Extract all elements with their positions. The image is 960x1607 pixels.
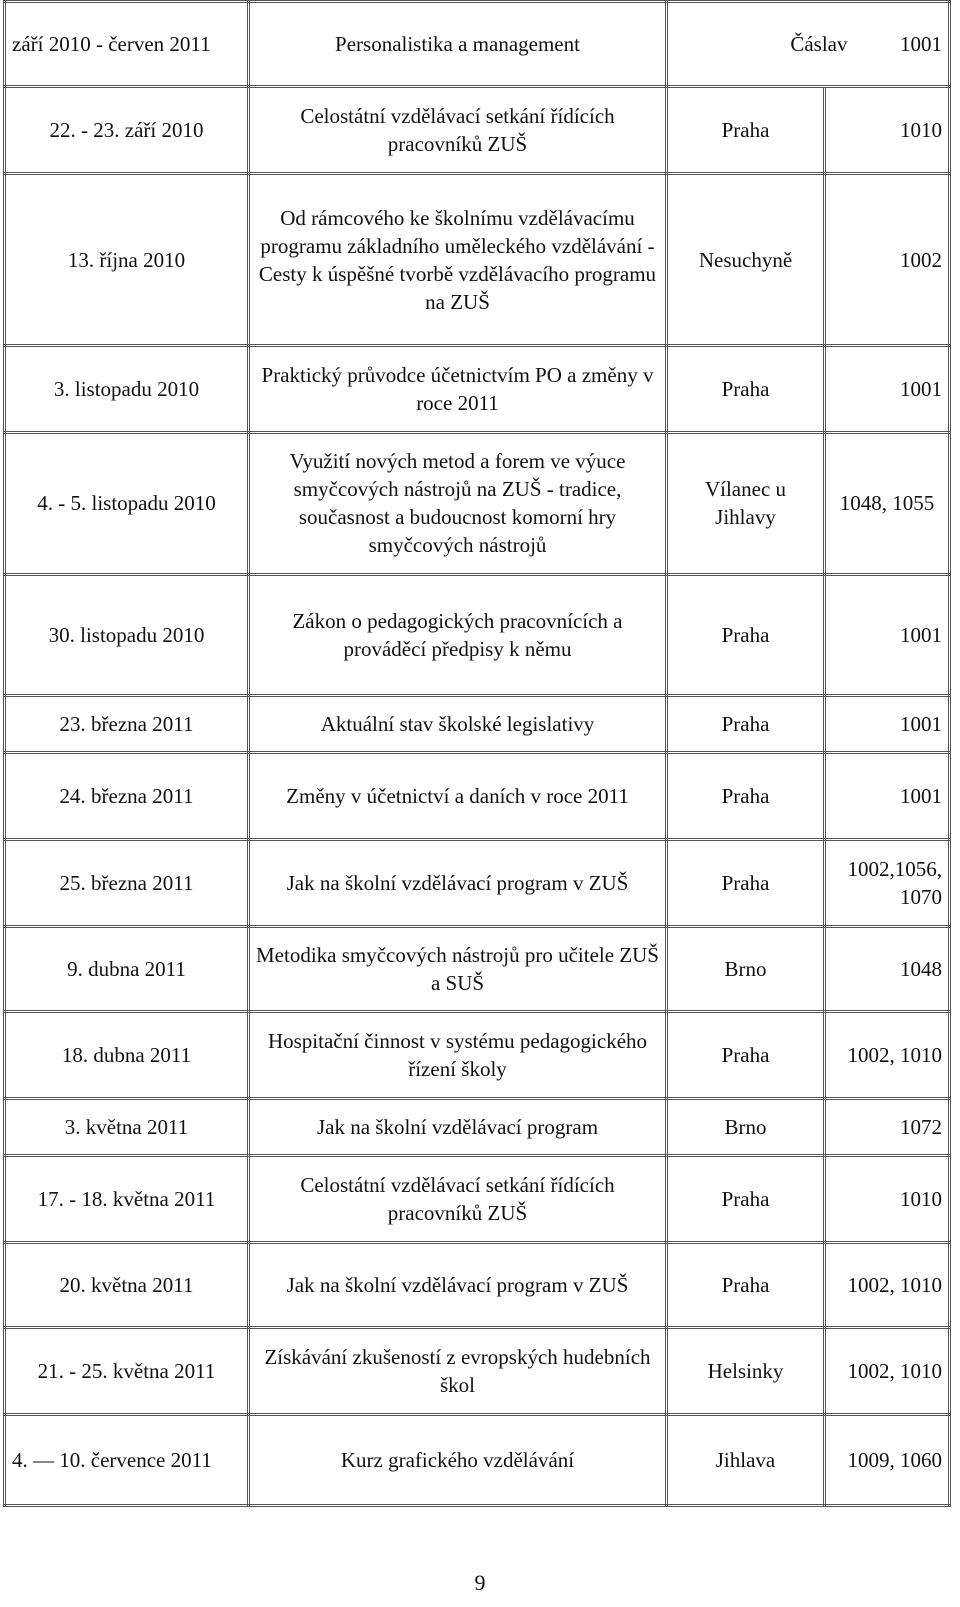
date-cell: 3. listopadu 2010 (5, 346, 249, 433)
course-name-cell: Využití nových metod a forem ve výuce smyčcových nástrojů na ZUŠ - tradice, současnost a budoucnost komorní hry smyčcových nástrojů (249, 433, 667, 575)
table-row (5, 752, 950, 839)
courses-table (3, 0, 951, 1507)
course-name-cell: Personalistika a management (249, 2, 667, 87)
table-row (5, 87, 950, 174)
table-row (5, 1414, 950, 1505)
table-row (5, 839, 950, 926)
place-cell: Praha (667, 696, 825, 753)
page-number: 9 (474, 1570, 486, 1595)
place-cell: Praha (667, 839, 825, 926)
course-name-cell: Jak na školní vzdělávací program v ZUŠ (249, 1242, 667, 1327)
table-row (5, 346, 950, 433)
code-cell: 1002, 1010 (825, 1327, 950, 1414)
course-name-cell: Praktický průvodce účetnictvím PO a změny v roce 2011 (249, 346, 667, 433)
date-cell: 4. — 10. července 2011 (5, 1414, 249, 1505)
code-cell: 1048 (825, 927, 950, 1012)
place-cell: Brno (667, 927, 825, 1012)
place-cell: Praha (667, 574, 825, 695)
code-cell: 1002, 1010 (825, 1242, 950, 1327)
date-cell: 30. listopadu 2010 (5, 574, 249, 695)
code-cell: 1001 (825, 752, 950, 839)
course-name-cell: Od rámcového ke školnímu vzdělávacímu programu základního uměleckého vzdělávání - Cesty k úspěšné tvorbě vzdělávacího programu na ZUŠ (249, 174, 667, 346)
code-cell: 1002,1056, 1070 (825, 839, 950, 926)
place-cell: Čáslav (790, 32, 848, 56)
code-cell: 1001 (825, 696, 950, 753)
date-cell: 17. - 18. května 2011 (5, 1155, 249, 1242)
place-cell: Praha (667, 1012, 825, 1099)
date-cell: 18. dubna 2011 (5, 1012, 249, 1099)
course-name-cell: Aktuální stav školské legislativy (249, 696, 667, 753)
table-row (5, 174, 950, 346)
place-cell: Jihlava (667, 1414, 825, 1505)
date-cell: 24. března 2011 (5, 752, 249, 839)
course-name-cell: Jak na školní vzdělávací program v ZUŠ (249, 839, 667, 926)
place-cell: Praha (667, 1155, 825, 1242)
date-cell: 23. března 2011 (5, 696, 249, 753)
date-cell: září 2010 - červen 2011 (5, 2, 249, 87)
place-cell: Vílanec u Jihlavy (667, 433, 825, 575)
date-cell: 4. - 5. listopadu 2010 (5, 433, 249, 575)
code-cell: 1002, 1010 (825, 1012, 950, 1099)
course-name-cell: Metodika smyčcových nástrojů pro učitele ZUŠ a SUŠ (249, 927, 667, 1012)
place-cell: Nesuchyně (667, 174, 825, 346)
code-cell: 1048, 1055 (825, 433, 950, 575)
date-cell: 9. dubna 2011 (5, 927, 249, 1012)
code-cell: 1001 (825, 574, 950, 695)
date-cell: 3. května 2011 (5, 1099, 249, 1156)
table-row (5, 927, 950, 1012)
course-name-cell: Získávání zkušeností z evropských hudebních škol (249, 1327, 667, 1414)
code-cell: 1001 (825, 346, 950, 433)
place-cell: Praha (667, 87, 825, 174)
place-cell: Praha (667, 1242, 825, 1327)
course-name-cell: Jak na školní vzdělávací program (249, 1099, 667, 1156)
code-cell: 1010 (825, 87, 950, 174)
place-code-cell (667, 2, 950, 87)
course-name-cell: Hospitační činnost v systému pedagogického řízení školy (249, 1012, 667, 1099)
place-cell: Helsinky (667, 1327, 825, 1414)
date-cell: 22. - 23. září 2010 (5, 87, 249, 174)
date-cell: 20. května 2011 (5, 1242, 249, 1327)
course-name-cell: Kurz grafického vzdělávání (249, 1414, 667, 1505)
date-cell: 21. - 25. května 2011 (5, 1327, 249, 1414)
table-row (5, 1327, 950, 1414)
table-row (5, 1099, 950, 1156)
table-row (5, 1012, 950, 1099)
course-name-cell: Zákon o pedagogických pracovnících a prováděcí předpisy k němu (249, 574, 667, 695)
course-name-cell: Změny v účetnictví a daních v roce 2011 (249, 752, 667, 839)
course-name-cell: Celostátní vzdělávací setkání řídících pracovníků ZUŠ (249, 87, 667, 174)
table-row (5, 433, 950, 575)
code-cell: 1072 (825, 1099, 950, 1156)
table-row (5, 2, 950, 87)
place-cell: Brno (667, 1099, 825, 1156)
place-cell: Praha (667, 752, 825, 839)
table-row (5, 696, 950, 753)
code-cell: 1009, 1060 (825, 1414, 950, 1505)
code-cell: 1010 (825, 1155, 950, 1242)
code-cell: 1001 (900, 32, 942, 56)
course-name-cell: Celostátní vzdělávací setkání řídících pracovníků ZUŠ (249, 1155, 667, 1242)
table-row (5, 1155, 950, 1242)
place-cell: Praha (667, 346, 825, 433)
table-row (5, 574, 950, 695)
table-row (5, 1242, 950, 1327)
code-cell: 1002 (825, 174, 950, 346)
date-cell: 13. října 2010 (5, 174, 249, 346)
date-cell: 25. března 2011 (5, 839, 249, 926)
